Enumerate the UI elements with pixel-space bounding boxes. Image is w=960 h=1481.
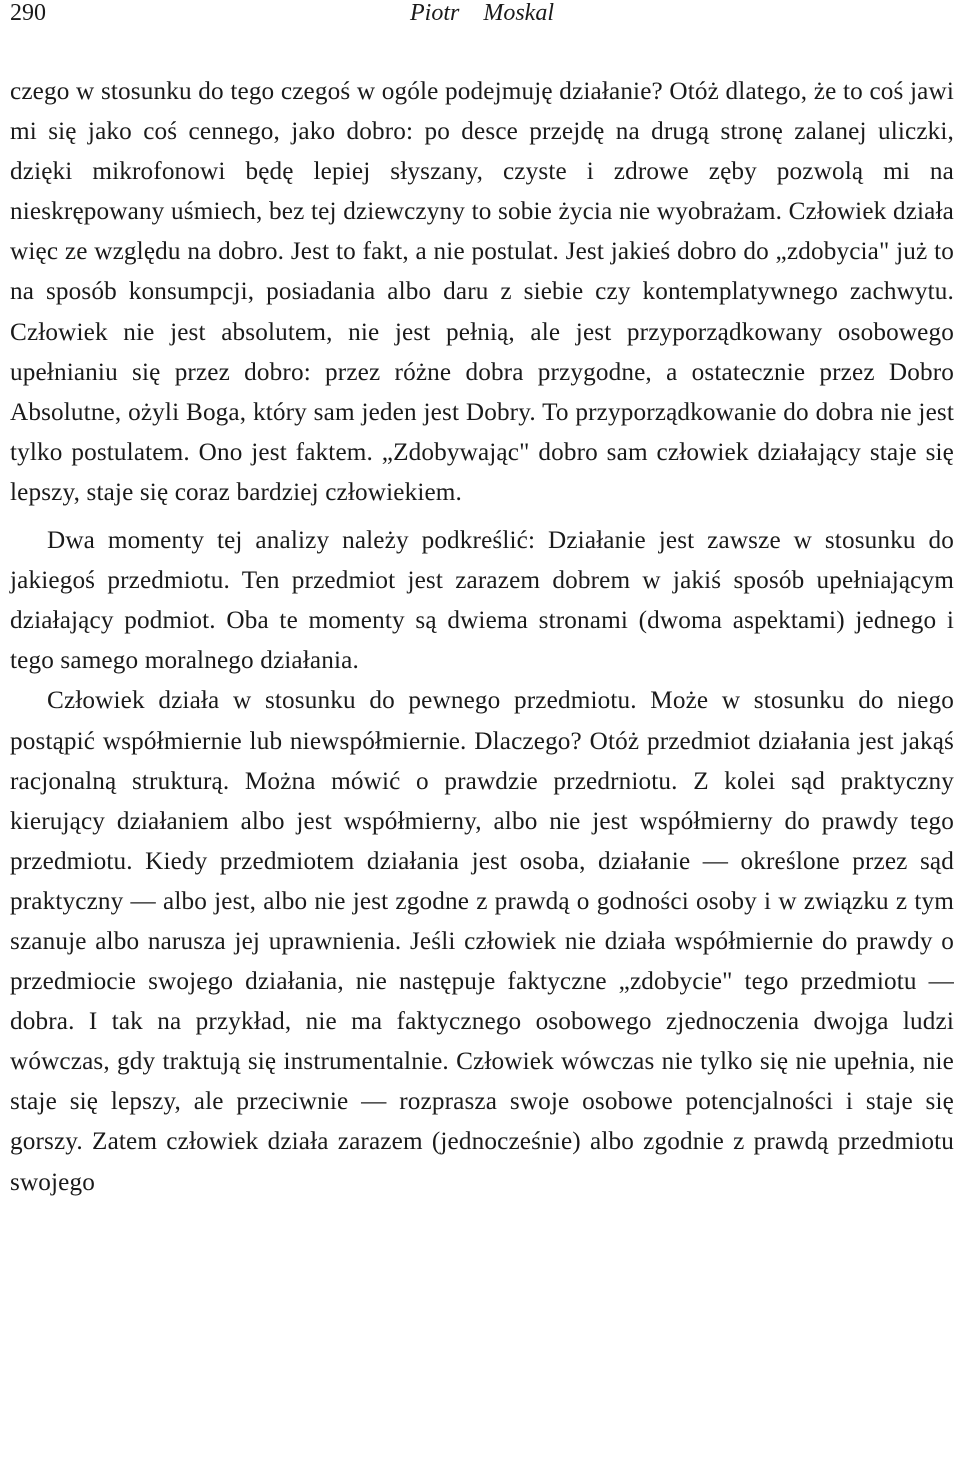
book-page (10, 0, 954, 1196)
page-number: 290 (10, 0, 46, 26)
paragraph-3: Człowiek działa w stosunku do pewnego przedmiotu. Może w stosunku do niego postąpić współmiernie lub niewspółmiernie. Dlaczego? Otóż przedmiot działania jest jakąś racjonalną strukturą. Można mówić o prawdzie przedrniotu. Z kolei sąd praktyczny kierujący działaniem albo jest współmierny, albo nie jest współmierny do prawdy tego przedmiotu. Kiedy przedmiotem działania jest osoba, działanie — określone przez sąd praktyczny — albo jest, albo nie jest zgodne z prawdą o godności osoby i w związku z tym szanuje albo narusza jej uprawnienia. Jeśli człowiek nie działa współmiernie do prawdy o przedmiocie swojego działania, nie następuje faktyczne „zdobycie" tego przedmiotu — dobra. I tak na przykład, nie ma faktycznego osobowego zjednoczenia dwojga ludzi wówczas, gdy traktują się instrumentalnie. Człowiek wówczas nie tylko się nie upełnia, nie staje się lepszy, ale przeciwnie — rozprasza swoje osobowe potencjalności i staje się gorszy. Zatem człowiek działa zarazem (jednocześnie) albo zgodnie z prawdą przedmiotu swojego (10, 687, 954, 1196)
paragraph-2: Dwa momenty tej analizy należy podkreślić: Działanie jest zawsze w stosunku do jakiegoś przedmiotu. Ten przedmiot jest zarazem dobrem w jakiś sposób upełniającym działający podmiot. Oba te momenty są dwiema stronami (dwoma aspektami) jednego i tego samego moralnego działania. (10, 527, 954, 675)
running-head-author: Piotr Moskal (410, 0, 554, 26)
running-head (10, 0, 954, 28)
body-text (10, 72, 954, 1203)
paragraph-1: czego w stosunku do tego czegoś w ogóle podejmuję działanie? Otóż dlatego, że to coś jawi mi się jako coś cennego, jako dobro: po desce przejdę na drugą stronę zalanej uliczki, dzięki mikrofonowi będę lepiej słyszany, czyste i zdrowe zęby pozwolą mi na nieskrępowany uśmiech, bez tej dziewczyny to sobie życia nie wyobrażam. Człowiek działa więc ze względu na dobro. Jest to fakt, a nie postulat. Jest jakieś dobro do „zdobycia" już to na sposób konsumpcji, posiadania albo daru z siebie czy kontemplatywnego zachwytu. Człowiek nie jest absolutem, nie jest pełnią, ale jest przyporządkowany osobowego upełnianiu się przez dobro: przez różne dobra przygodne, a ostatecznie przez Dobro Absolutne, ożyli Boga, który sam jeden jest Dobry. To przyporządkowanie do dobra nie jest tylko postulatem. Ono jest faktem. „Zdobywając" dobro sam człowiek działający staje się lepszy, staje się coraz bardziej człowiekiem. (10, 78, 954, 506)
